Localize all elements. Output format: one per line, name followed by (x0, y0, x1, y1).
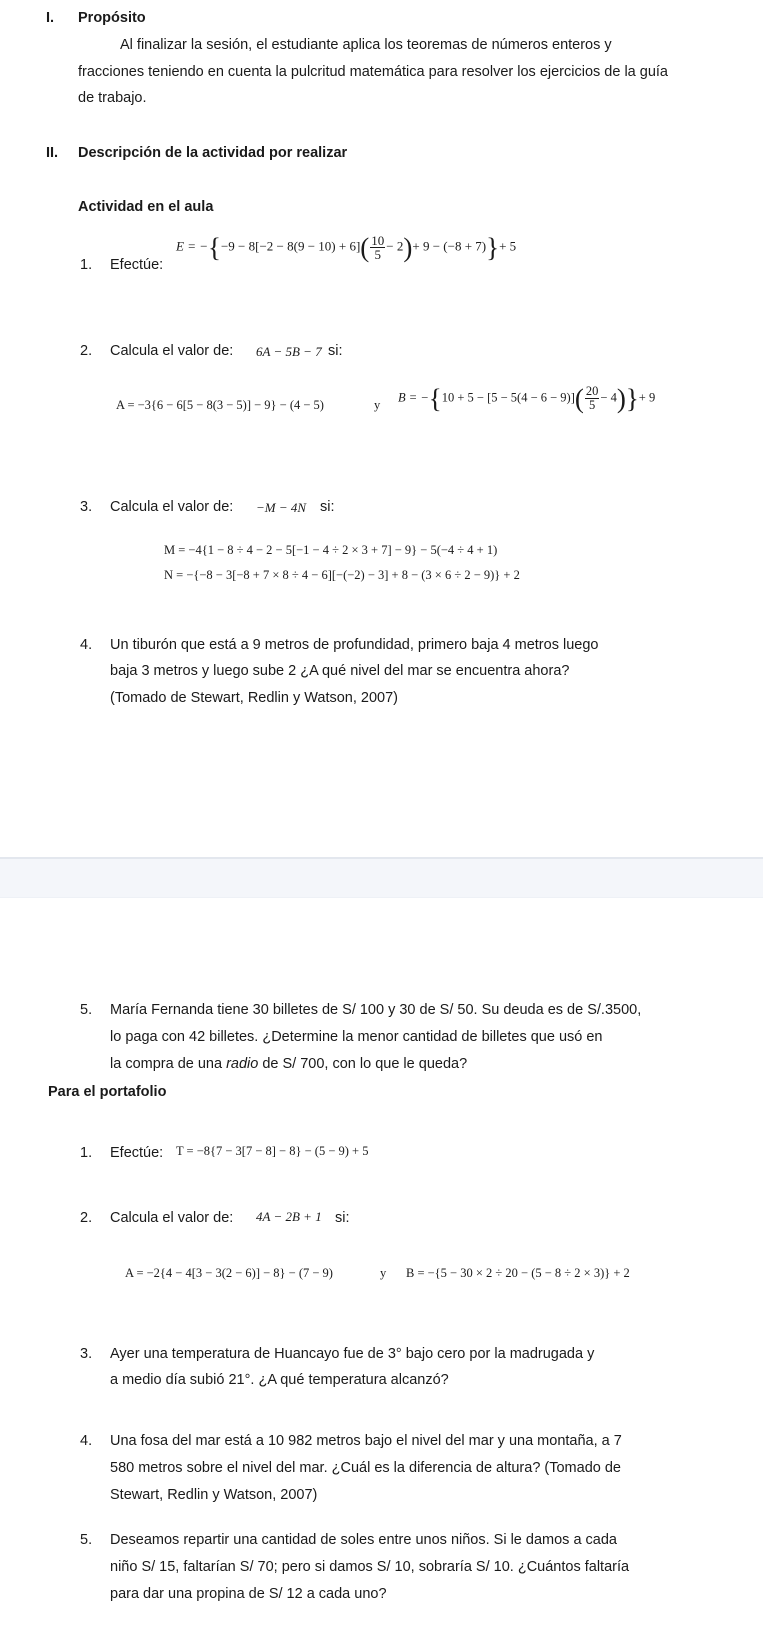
aula-q2-y: y (374, 398, 381, 412)
portafolio-q2-y: y (380, 1266, 387, 1280)
aula-q2-b-formula: B = −{10 + 5 − [5 − 5(4 − 6 − 9)]( $\frac{20}{5}$ − 4)}+ 9 (398, 383, 656, 414)
aula-q2-expr: 6A − 5B − 7 (256, 344, 322, 359)
portafolio-q1-number: 1. (80, 1145, 93, 1161)
section-1-text: Al finalizar la sesión, el estudiante aplica los teoremas de números enteros y fracciones teniendo en cuenta la pulcritud matemática para resolver los ejercicios de la guía de trabajo. (78, 37, 668, 106)
section-1-numeral: I. (46, 10, 55, 26)
aula-q2-frac-den: 5 (589, 398, 596, 412)
portafolio-q2-number: 2. (80, 1210, 93, 1226)
aula-q1-number: 1. (80, 257, 93, 273)
aula-q2-si: si: (328, 343, 343, 359)
aula-q1-formula-c: + 9 − (−8 + 7) (412, 238, 487, 254)
aula-q2-label: Calcula el valor de: (110, 343, 234, 359)
portafolio-q2-label: Calcula el valor de: (110, 1210, 234, 1226)
aula-q3-number: 3. (80, 499, 93, 515)
aula-heading: Actividad en el aula (78, 199, 214, 215)
aula-q4-number: 4. (80, 637, 93, 653)
aula-q1-formula: E = −{−9 − 8[−2 − 8(9 − 10) + 6]( $\frac{10}{5}$ − 2)+ 9 − (−8 + 7)}+ 5 (176, 232, 517, 263)
section-2-title: Descripción de la actividad por realizar (78, 145, 348, 161)
aula-q1-frac-den: 5 (374, 247, 382, 262)
aula-q2-b-a: 10 + 5 − [5 − 5(4 − 6 − 9)] (441, 390, 575, 405)
portafolio-q5-line1: Deseamos repartir una cantidad de soles entre unos niños. Si le damos a cada (110, 1532, 617, 1548)
portafolio-q5-line2: niño S/ 15, faltarían S/ 70; pero si damos S/ 10, sobraría S/ 10. ¿Cuántos faltaría (110, 1559, 630, 1575)
aula-q5-line1: María Fernanda tiene 30 billetes de S/ 100 y 30 de S/ 50. Su deuda es de S/.3500, (110, 1002, 642, 1018)
aula-q4-line1: Un tiburón que está a 9 metros de profundidad, primero baja 4 metros luego (110, 637, 599, 653)
portafolio-q2-si: si: (335, 1210, 350, 1226)
portafolio-q4-line2: 580 metros sobre el nivel del mar. ¿Cuál es la diferencia de altura? (Tomado de (110, 1460, 621, 1476)
aula-q1-formula-b: − 2 (386, 238, 404, 254)
aula-q3-n-formula: N = −{−8 − 3[−8 + 7 × 8 ÷ 4 − 6][−(−2) − 3] + 8 − (3 × 6 ÷ 2 − 9)} + 2 (164, 568, 520, 582)
aula-q1-formula-pre: E = − (176, 238, 208, 254)
portafolio-q1-label: Efectúe: (110, 1145, 164, 1161)
aula-q1-formula-a: −9 − 8[−2 − 8(9 − 10) + 6] (220, 238, 361, 254)
aula-q2-a-formula: A = −3{6 − 6[5 − 8(3 − 5)] − 9} − (4 − 5) (116, 398, 324, 412)
portafolio-q1-formula: T = −8{7 − 3[7 − 8] − 8} − (5 − 9) + 5 (176, 1144, 369, 1158)
aula-q1-frac-num: 10 (371, 233, 385, 248)
portafolio-q4-line3: Stewart, Redlin y Watson, 2007) (110, 1487, 318, 1503)
aula-q4-line2: baja 3 metros y luego sube 2 ¿A qué nivel del mar se encuentra ahora? (110, 663, 570, 679)
portafolio-q5-line3: para dar una propina de S/ 12 a cada uno? (110, 1586, 387, 1602)
section-1-title: Propósito (78, 10, 146, 26)
aula-q5-line3-post: de S/ 700, con lo que le queda? (258, 1056, 468, 1072)
portafolio-q5-number: 5. (80, 1532, 93, 1548)
aula-q5-line3-pre: la compra de una (110, 1056, 227, 1072)
aula-q2-number: 2. (80, 343, 93, 359)
portafolio-q4-number: 4. (80, 1433, 93, 1449)
portafolio-q4-line1: Una fosa del mar está a 10 982 metros bajo el nivel del mar y una montaña, a 7 (110, 1433, 622, 1449)
page-break (0, 857, 763, 898)
portafolio-q3-line2: a medio día subió 21°. ¿A qué temperatura alcanzó? (110, 1372, 449, 1388)
aula-q5-line3-italic: radio (226, 1056, 259, 1072)
aula-q2-frac-num: 20 (585, 384, 599, 398)
aula-q5-number: 5. (80, 1002, 93, 1018)
aula-q2-b-pre: B = − (398, 390, 429, 405)
aula-q3-m-formula: M = −4{1 − 8 ÷ 4 − 2 − 5[−1 − 4 ÷ 2 × 3 + 7] − 9} − 5(−4 ÷ 4 + 1) (164, 543, 498, 557)
aula-q5-line3 (110, 1056, 467, 1072)
portafolio-q2-expr: 4A − 2B + 1 (256, 1209, 322, 1224)
section-2-numeral: II. (46, 145, 59, 161)
portafolio-q3-line1: Ayer una temperatura de Huancayo fue de 3° bajo cero por la madrugada y (110, 1346, 595, 1362)
aula-q1-formula-end: + 5 (499, 238, 517, 254)
aula-q4-line3: (Tomado de Stewart, Redlin y Watson, 2007) (110, 690, 398, 706)
aula-q3-expr: −M − 4N (256, 500, 307, 515)
aula-q3-label: Calcula el valor de: (110, 499, 234, 515)
aula-q2-b-b: − 4 (600, 390, 617, 405)
portafolio-heading: Para el portafolio (48, 1084, 167, 1100)
portafolio-q3-number: 3. (80, 1346, 93, 1362)
aula-q5-line2: lo paga con 42 billetes. ¿Determine la menor cantidad de billetes que usó en (110, 1029, 603, 1045)
aula-q3-si: si: (320, 499, 335, 515)
aula-q1-label: Efectúe: (110, 257, 164, 273)
portafolio-q2-a-formula: A = −2{4 − 4[3 − 3(2 − 6)] − 8} − (7 − 9) (125, 1266, 333, 1280)
portafolio-q2-b-formula: B = −{5 − 30 × 2 ÷ 20 − (5 − 8 ÷ 2 × 3)} + 2 (406, 1266, 630, 1280)
aula-q2-b-end: + 9 (638, 390, 656, 405)
